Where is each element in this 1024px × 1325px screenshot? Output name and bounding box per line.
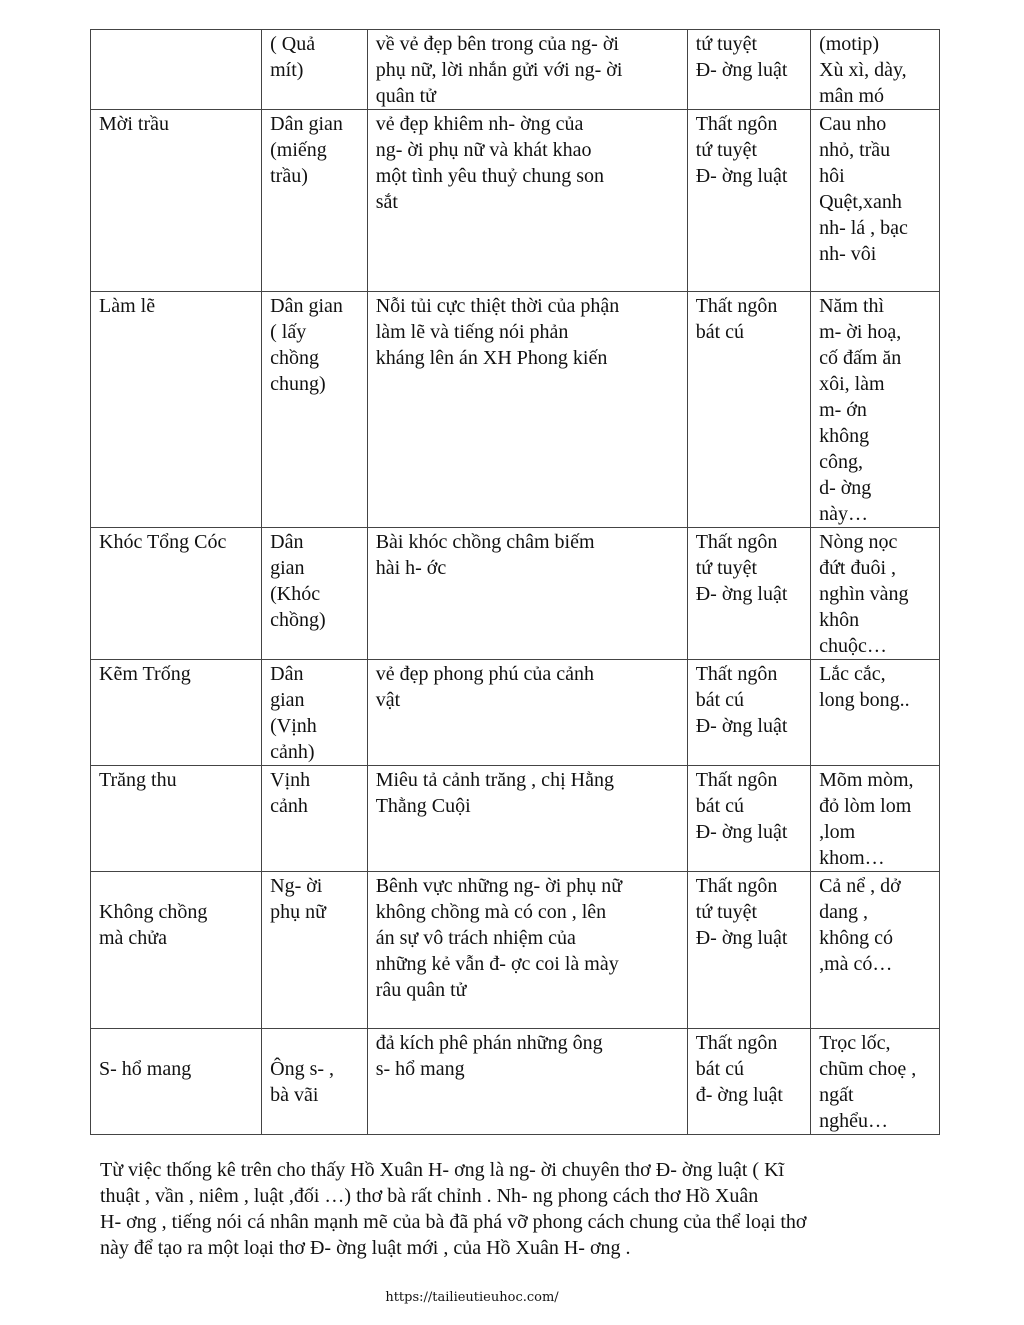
poem-title-cell: Không chồng mà chửa <box>91 872 262 1029</box>
poem-content-cell: Bài khóc chồng châm biếm hài h- ớc <box>367 528 687 660</box>
poem-content-cell: Miêu tả cảnh trăng , chị Hằng Thằng Cuội <box>367 766 687 872</box>
poem-form-cell: Thất ngôn tứ tuyệt Đ- ờng luật <box>687 528 810 660</box>
poem-form-cell: Thất ngôn tứ tuyệt Đ- ờng luật <box>687 872 810 1029</box>
poem-source-cell: Dân gian (miếng trầu) <box>262 110 368 292</box>
table-row <box>91 872 940 1029</box>
poem-words-cell: Cả nể , dở dang , không có ,mà có… <box>811 872 940 1029</box>
poem-source-cell: Dân gian ( lấy chồng chung) <box>262 292 368 528</box>
poem-words-cell: Lắc cắc, long bong.. <box>811 660 940 766</box>
poem-words-cell: Nòng nọc đứt đuôi , nghìn vàng khôn chuộc… <box>811 528 940 660</box>
table-row <box>91 292 940 528</box>
table-row <box>91 660 940 766</box>
poem-words-cell: Cau nho nhỏ, trầu hôi Quệt,xanh nh- lá , bạc nh- vôi <box>811 110 940 292</box>
poem-form-cell: Thất ngôn bát cú Đ- ờng luật <box>687 766 810 872</box>
poem-words-cell: Mõm mòm, đỏ lòm lom ,lom khom… <box>811 766 940 872</box>
poem-source-cell: Ng- ời phụ nữ <box>262 872 368 1029</box>
poem-form-cell: Thất ngôn bát cú Đ- ờng luật <box>687 660 810 766</box>
poem-source-cell: Dân gian (Vịnh cảnh) <box>262 660 368 766</box>
poem-content-cell: vẻ đẹp phong phú của cảnh vật <box>367 660 687 766</box>
footer-link[interactable]: https://tailieutieuhoc.com/ <box>385 1290 559 1305</box>
poem-form-cell: Thất ngôn tứ tuyệt Đ- ờng luật <box>687 110 810 292</box>
poem-content-cell: Nỗi tủi cực thiệt thời của phận làm lẽ và tiếng nói phản kháng lên án XH Phong kiến <box>367 292 687 528</box>
poem-form-cell: Thất ngôn bát cú <box>687 292 810 528</box>
table-row <box>91 528 940 660</box>
poem-title-cell: Làm lẽ <box>91 292 262 528</box>
table-row <box>91 1029 940 1135</box>
poem-source-cell: Dân gian (Khóc chồng) <box>262 528 368 660</box>
poem-source-cell: Ông s- , bà vãi <box>262 1029 368 1135</box>
poem-title-cell <box>91 30 262 110</box>
poem-title-cell: Kẽm Trống <box>91 660 262 766</box>
poem-words-cell: Trọc lốc, chũm choẹ , ngất nghểu… <box>811 1029 940 1135</box>
poem-table <box>90 29 940 1135</box>
poem-title-cell: Mời trầu <box>91 110 262 292</box>
poem-words-cell: Năm thì m- ời hoạ, cố đấm ăn xôi, làm m- ớn không công, d- ờng này… <box>811 292 940 528</box>
poem-content-cell: đả kích phê phán những ông s- hổ mang <box>367 1029 687 1135</box>
summary-paragraph: Từ việc thống kê trên cho thấy Hồ Xuân H- ơng là ng- ời chuyên thơ Đ- ờng luật ( Kĩ thuật , vần , niêm , luật ,đối …) thơ bà rất chỉnh . Nh- ng phong cách thơ Hồ Xuân H- ơng , tiếng nói cá nhân mạnh mẽ của bà đã phá vỡ phong cách chung của thể loại thơ này để tạo ra một loại thơ Đ- ờng luật mới , của Hồ Xuân H- ơng . <box>100 1159 807 1259</box>
poem-content-cell: vẻ đẹp khiêm nh- ờng của ng- ời phụ nữ và khát khao một tình yêu thuỷ chung son sắt <box>367 110 687 292</box>
poem-title-cell: Khóc Tổng Cóc <box>91 528 262 660</box>
table-row <box>91 30 940 110</box>
table-row <box>91 110 940 292</box>
footer <box>0 1290 1024 1305</box>
poem-content-cell: Bênh vực những ng- ời phụ nữ không chồng mà có con , lên án sự vô trách nhiệm của những kẻ vẫn đ- ợc coi là mày râu quân tử <box>367 872 687 1029</box>
poem-source-cell: Vịnh cảnh <box>262 766 368 872</box>
poem-content-cell: về vẻ đẹp bên trong của ng- ời phụ nữ, lời nhắn gửi với ng- ời quân tử <box>367 30 687 110</box>
poem-words-cell: (motip) Xù xì, dày, mân mó <box>811 30 940 110</box>
poem-title-cell: Trăng thu <box>91 766 262 872</box>
poem-form-cell: tứ tuyệt Đ- ờng luật <box>687 30 810 110</box>
poem-form-cell: Thất ngôn bát cú đ- ờng luật <box>687 1029 810 1135</box>
poem-title-cell: S- hổ mang <box>91 1029 262 1135</box>
table-row <box>91 766 940 872</box>
poem-source-cell: ( Quả mít) <box>262 30 368 110</box>
